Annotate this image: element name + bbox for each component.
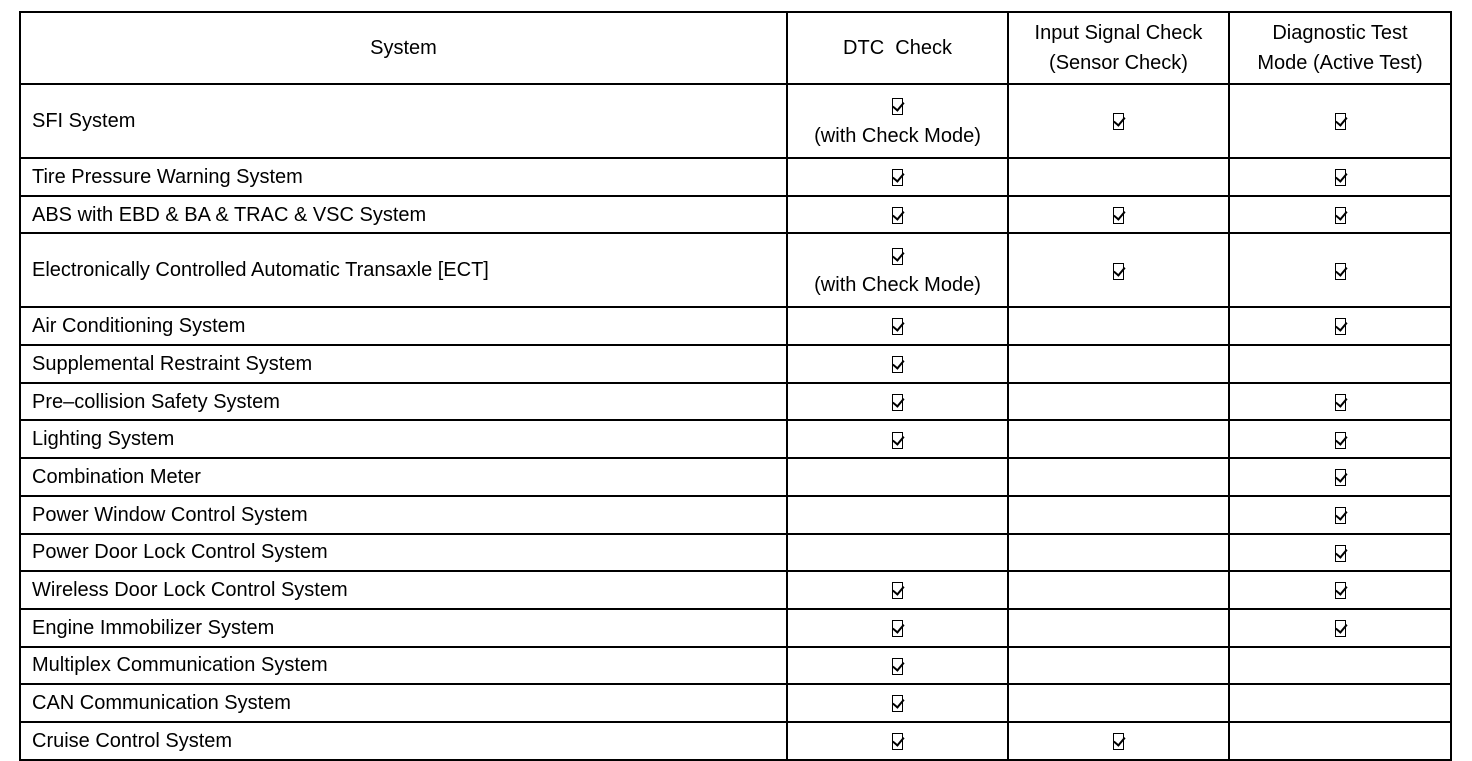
table-row: [20, 609, 1451, 647]
table-row: [20, 684, 1451, 722]
active-test-cell: [1229, 383, 1451, 421]
check-box-icon: [1113, 263, 1124, 280]
active-test-cell: [1229, 496, 1451, 534]
check-box-icon: [1335, 545, 1346, 562]
system-name-cell: Pre–collision Safety System: [20, 383, 787, 421]
check-box-icon: [892, 582, 903, 599]
check-box-icon: [892, 695, 903, 712]
dtc-check-cell: [787, 458, 1008, 496]
check-box-icon: [1335, 582, 1346, 599]
check-box-icon: [892, 620, 903, 637]
diagnostic-function-table: [19, 11, 1452, 761]
input-signal-check-cell: [1008, 571, 1229, 609]
table-row: [20, 534, 1451, 572]
dtc-check-cell: [787, 647, 1008, 685]
active-test-cell: [1229, 722, 1451, 760]
active-test-cell: [1229, 534, 1451, 572]
check-box-icon: [1335, 169, 1346, 186]
table-row: [20, 496, 1451, 534]
active-test-cell: [1229, 647, 1451, 685]
active-test-cell: [1229, 571, 1451, 609]
dtc-check-cell: [787, 722, 1008, 760]
table-row: [20, 571, 1451, 609]
input-signal-check-cell: [1008, 647, 1229, 685]
input-signal-check-cell: [1008, 458, 1229, 496]
header-input-signal-check: [1008, 12, 1229, 84]
header-row: [20, 12, 1451, 84]
active-test-cell: [1229, 345, 1451, 383]
input-signal-check-cell: [1008, 722, 1229, 760]
check-box-icon: [1335, 207, 1346, 224]
table-body: [20, 84, 1451, 760]
check-box-icon: [892, 394, 903, 411]
check-box-icon: [1113, 733, 1124, 750]
check-box-icon: [1335, 113, 1346, 130]
system-name-cell: Air Conditioning System: [20, 307, 787, 345]
dtc-check-cell: [787, 571, 1008, 609]
input-signal-check-cell: [1008, 233, 1229, 307]
active-test-cell: [1229, 84, 1451, 158]
system-name-cell: Engine Immobilizer System: [20, 609, 787, 647]
active-test-cell: [1229, 307, 1451, 345]
table-row: [20, 345, 1451, 383]
system-name-cell: Wireless Door Lock Control System: [20, 571, 787, 609]
check-box-icon: [1335, 432, 1346, 449]
check-box-icon: [1335, 394, 1346, 411]
active-test-cell: [1229, 684, 1451, 722]
system-name-cell: Multiplex Communication System: [20, 647, 787, 685]
active-test-cell: [1229, 158, 1451, 196]
header-active-test-line-1: Diagnostic Test: [1272, 22, 1408, 44]
system-name-cell: Electronically Controlled Automatic Transaxle [ECT]: [20, 233, 787, 307]
dtc-check-cell: [787, 307, 1008, 345]
header-diagnostic-test-mode: [1229, 12, 1451, 84]
system-name-cell: Combination Meter: [20, 458, 787, 496]
system-name-cell: Cruise Control System: [20, 722, 787, 760]
header-active-test-line-2: Mode (Active Test): [1257, 52, 1423, 74]
table-row: [20, 383, 1451, 421]
input-signal-check-cell: [1008, 534, 1229, 572]
dtc-check-cell: [787, 196, 1008, 234]
active-test-cell: [1229, 609, 1451, 647]
dtc-check-cell: [787, 534, 1008, 572]
header-dtc-check: DTC Check: [787, 12, 1008, 84]
dtc-check-cell: [787, 84, 1008, 158]
dtc-check-cell: [787, 158, 1008, 196]
table-row: [20, 458, 1451, 496]
check-box-icon: [1113, 113, 1124, 130]
header-input-signal-line-1: Input Signal Check: [1034, 22, 1203, 44]
check-box-icon: [1113, 207, 1124, 224]
check-box-icon: [1335, 620, 1346, 637]
active-test-cell: [1229, 420, 1451, 458]
system-name-cell: Power Door Lock Control System: [20, 534, 787, 572]
system-name-cell: Supplemental Restraint System: [20, 345, 787, 383]
active-test-cell: [1229, 233, 1451, 307]
input-signal-check-cell: [1008, 307, 1229, 345]
table-row: [20, 158, 1451, 196]
input-signal-check-cell: [1008, 609, 1229, 647]
table-row: [20, 84, 1451, 158]
check-box-icon: [892, 432, 903, 449]
system-name-cell: ABS with EBD & BA & TRAC & VSC System: [20, 196, 787, 234]
dtc-check-cell: [787, 609, 1008, 647]
check-mode-note: (with Check Mode): [814, 274, 981, 297]
dtc-check-cell: [787, 496, 1008, 534]
system-name-cell: CAN Communication System: [20, 684, 787, 722]
check-box-icon: [892, 98, 903, 115]
check-mode-note: (with Check Mode): [814, 125, 981, 147]
system-name-cell: Lighting System: [20, 420, 787, 458]
active-test-cell: [1229, 196, 1451, 234]
system-name-cell: Power Window Control System: [20, 496, 787, 534]
check-box-icon: [1335, 469, 1346, 486]
dtc-check-cell: [787, 233, 1008, 307]
input-signal-check-cell: [1008, 420, 1229, 458]
check-box-icon: [1335, 263, 1346, 280]
check-box-icon: [892, 207, 903, 224]
input-signal-check-cell: [1008, 158, 1229, 196]
table-row: [20, 647, 1451, 685]
check-box-icon: [892, 356, 903, 373]
system-name-cell: SFI System: [20, 84, 787, 158]
check-box-icon: [1335, 507, 1346, 524]
table-row: [20, 722, 1451, 760]
check-box-icon: [1335, 318, 1346, 335]
table-row: [20, 420, 1451, 458]
input-signal-check-cell: [1008, 496, 1229, 534]
input-signal-check-cell: [1008, 345, 1229, 383]
table-row: [20, 307, 1451, 345]
check-box-icon: [892, 248, 903, 265]
table-row: [20, 196, 1451, 234]
table-row: [20, 233, 1451, 307]
check-box-icon: [892, 733, 903, 750]
input-signal-check-cell: [1008, 196, 1229, 234]
input-signal-check-cell: [1008, 684, 1229, 722]
active-test-cell: [1229, 458, 1451, 496]
dtc-check-cell: [787, 383, 1008, 421]
dtc-check-cell: [787, 345, 1008, 383]
check-box-icon: [892, 169, 903, 186]
input-signal-check-cell: [1008, 383, 1229, 421]
dtc-check-cell: [787, 420, 1008, 458]
dtc-check-cell: [787, 684, 1008, 722]
input-signal-check-cell: [1008, 84, 1229, 158]
check-box-icon: [892, 318, 903, 335]
header-input-signal-line-2: (Sensor Check): [1049, 52, 1188, 74]
header-system: System: [20, 12, 787, 84]
system-name-cell: Tire Pressure Warning System: [20, 158, 787, 196]
check-box-icon: [892, 658, 903, 675]
